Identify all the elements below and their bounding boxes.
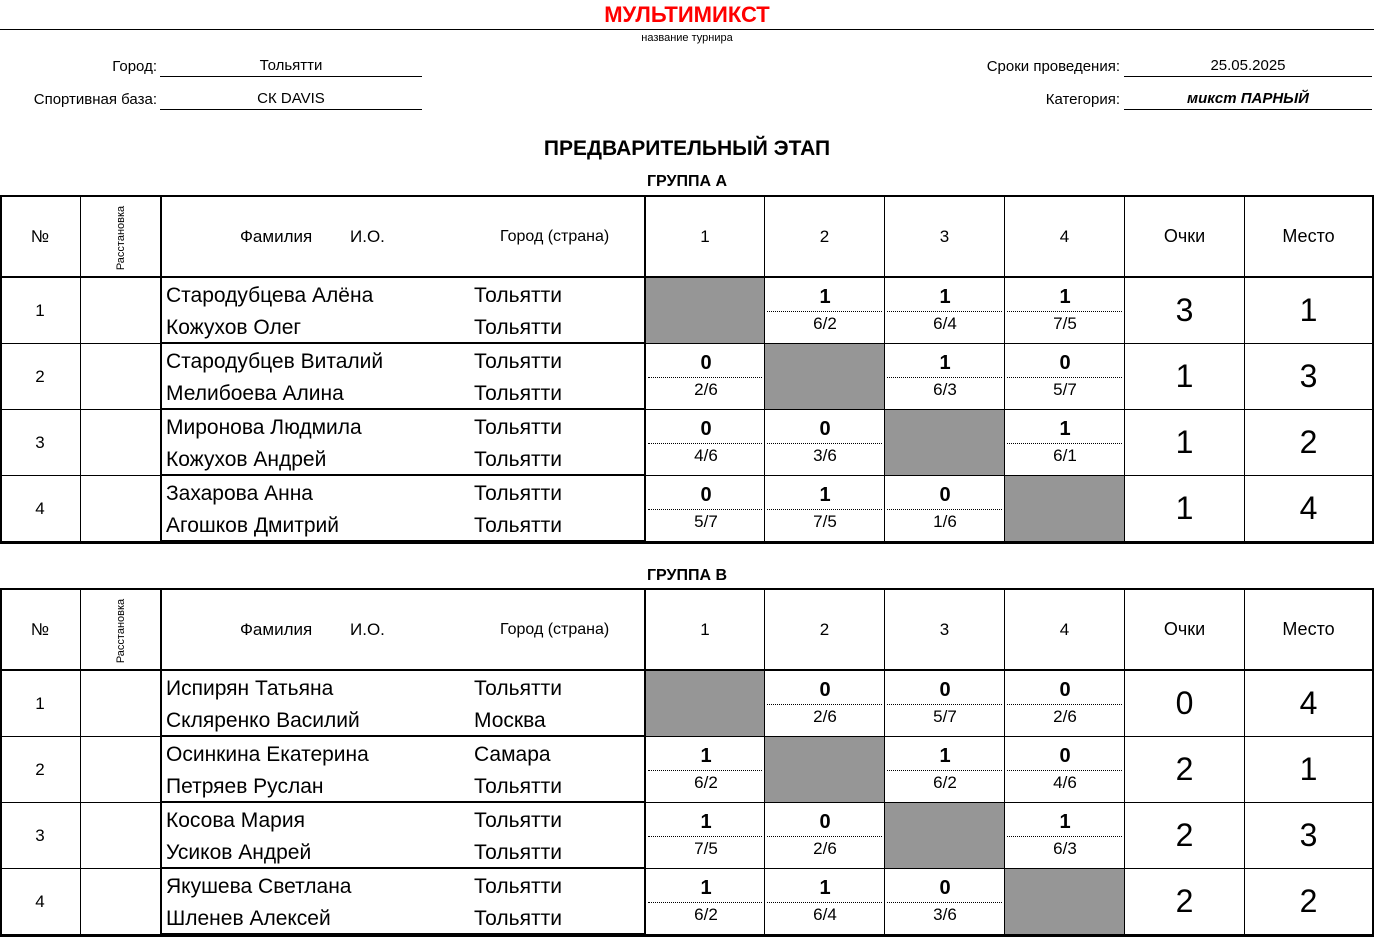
team-players (160, 476, 644, 542)
score-divider (767, 443, 882, 444)
header-city: Город (страна) (500, 620, 610, 638)
team-players (160, 410, 644, 476)
self-match-cell (644, 278, 764, 344)
player-2-name: Агошков Дмитрий (166, 514, 339, 537)
result-cell-1 (644, 410, 764, 476)
match-score: 7/5 (694, 839, 718, 858)
player-1-city: Тольятти (474, 809, 562, 832)
player-1-name: Захарова Анна (166, 482, 313, 505)
row-seed (80, 803, 160, 869)
team-points-value: 1 (1175, 358, 1194, 394)
score-divider (1007, 377, 1122, 378)
tournament-title: МУЛЬТИМИКСТ (604, 2, 770, 27)
score-divider (648, 377, 762, 378)
score-divider (648, 509, 762, 510)
team-players (160, 737, 644, 803)
group-title: ГРУППА В (646, 567, 728, 584)
row-number-value: 1 (35, 693, 45, 713)
score-divider (648, 902, 762, 903)
match-win-value: 1 (700, 811, 712, 833)
team-place-value: 3 (1299, 817, 1318, 853)
match-score: 4/6 (694, 446, 718, 465)
row-number (0, 671, 80, 737)
team-points-value: 1 (1175, 424, 1194, 460)
header-col-2: 2 (819, 226, 830, 246)
row-number-value: 2 (35, 759, 45, 779)
player-1-name: Осинкина Екатерина (166, 743, 369, 766)
result-cell-1 (644, 344, 764, 410)
header-c4 (1004, 588, 1124, 671)
header-surname: Фамилия (240, 619, 313, 639)
header-col-1: 1 (700, 619, 710, 639)
team-place-value: 2 (1299, 424, 1318, 460)
match-win-value: 0 (1059, 745, 1071, 767)
city-label: Город: (112, 58, 157, 75)
player-2-city: Тольятти (474, 316, 562, 339)
team-points-value: 2 (1175, 883, 1194, 919)
player-1-name: Косова Мария (166, 809, 305, 832)
score-divider (887, 902, 1002, 903)
row-number (0, 278, 80, 344)
score-divider (767, 704, 882, 705)
result-cell-1 (644, 476, 764, 542)
row-seed (80, 344, 160, 410)
self-match-cell (1004, 869, 1124, 935)
result-cell-3 (884, 476, 1004, 542)
title-divider (0, 29, 1374, 30)
base-value: СК DAVIS (160, 90, 422, 110)
result-cell-1 (644, 803, 764, 869)
player-1-name: Стародубцева Алёна (166, 284, 374, 307)
header-points (1124, 588, 1244, 671)
score-divider (1007, 443, 1122, 444)
player-1-city: Тольятти (474, 284, 562, 307)
team-points-value: 0 (1175, 685, 1194, 721)
result-cell-4 (1004, 737, 1124, 803)
row-number-value: 1 (35, 300, 45, 320)
row-seed (80, 476, 160, 542)
player-2-city: Тольятти (474, 514, 562, 537)
result-cell-4 (1004, 671, 1124, 737)
team-points-value: 2 (1175, 817, 1194, 853)
header-c1 (644, 588, 764, 671)
match-score: 6/2 (933, 773, 957, 792)
header-points (1124, 195, 1244, 278)
dates-label: Сроки проведения: (986, 58, 1120, 75)
result-cell-3 (884, 278, 1004, 344)
score-divider (767, 311, 882, 312)
row-seed (80, 737, 160, 803)
team-points (1124, 278, 1244, 344)
team-points (1124, 671, 1244, 737)
self-match-cell (764, 737, 884, 803)
team-place-value: 2 (1299, 883, 1318, 919)
header-c3 (884, 588, 1004, 671)
header-no (0, 195, 80, 278)
dates-value: 25.05.2025 (1124, 57, 1372, 77)
player-2-city: Тольятти (474, 775, 562, 798)
match-win-value: 0 (819, 679, 831, 701)
self-match-cell (884, 803, 1004, 869)
header-initials: И.О. (350, 226, 385, 246)
tournament-subtitle: название турнира (641, 32, 733, 44)
team-players (160, 869, 644, 935)
score-divider (648, 836, 762, 837)
match-win-value: 1 (939, 745, 951, 767)
header-c2 (764, 588, 884, 671)
team-place (1244, 869, 1372, 935)
result-cell-1 (644, 869, 764, 935)
player-1-city: Тольятти (474, 482, 562, 505)
row-seed (80, 410, 160, 476)
player-2-name: Мелибоева Алина (166, 382, 344, 405)
score-divider (648, 443, 762, 444)
result-cell-4 (1004, 344, 1124, 410)
header-seed (81, 590, 161, 672)
match-score: 7/5 (1053, 314, 1077, 333)
match-win-value: 0 (700, 418, 712, 440)
self-match-cell (884, 410, 1004, 476)
match-win-value: 0 (700, 484, 712, 506)
header-col-2: 2 (819, 619, 830, 639)
match-win-value: 0 (939, 679, 951, 701)
player-2-name: Кожухов Олег (166, 316, 302, 339)
player-1-city: Самара (474, 743, 551, 766)
match-win-value: 0 (1059, 679, 1071, 701)
row-number (0, 344, 80, 410)
match-win-value: 1 (700, 745, 712, 767)
header-no-label: № (30, 619, 50, 639)
result-cell-3 (884, 344, 1004, 410)
header-place: Место (1282, 619, 1335, 639)
player-1-name: Испирян Татьяна (166, 677, 334, 700)
self-match-cell (1004, 476, 1124, 542)
score-divider (1007, 704, 1122, 705)
score-divider (648, 770, 762, 771)
match-score: 6/2 (694, 773, 718, 792)
match-win-value: 1 (939, 286, 951, 308)
team-players (160, 671, 644, 737)
row-number (0, 869, 80, 935)
score-divider (767, 902, 882, 903)
match-score: 2/6 (1053, 707, 1077, 726)
match-score: 5/7 (1053, 380, 1077, 399)
team-points (1124, 803, 1244, 869)
result-cell-2 (764, 803, 884, 869)
row-number (0, 803, 80, 869)
city-value: Тольятти (160, 57, 422, 77)
header-player (160, 195, 644, 278)
match-win-value: 0 (939, 877, 951, 899)
match-win-value: 0 (819, 418, 831, 440)
base-label: Спортивная база: (33, 91, 157, 108)
header-no-label: № (30, 226, 50, 246)
player-2-name: Усиков Андрей (166, 841, 312, 864)
result-cell-3 (884, 869, 1004, 935)
match-win-value: 1 (819, 484, 831, 506)
team-players (160, 278, 644, 344)
team-place (1244, 737, 1372, 803)
team-place (1244, 671, 1372, 737)
match-win-value: 1 (1059, 286, 1071, 308)
match-score: 6/2 (813, 314, 837, 333)
header-no (0, 588, 80, 671)
self-match-cell (644, 671, 764, 737)
team-place (1244, 344, 1372, 410)
row-number-value: 2 (35, 366, 45, 386)
row-number-value: 4 (35, 891, 45, 911)
player-1-name: Миронова Людмила (166, 416, 362, 439)
row-number (0, 737, 80, 803)
match-score: 6/1 (1053, 446, 1077, 465)
header-surname: Фамилия (240, 226, 313, 246)
player-1-name: Якушева Светлана (166, 875, 352, 898)
header-seed-label: Расстановка (115, 205, 127, 271)
row-number-value: 4 (35, 498, 45, 518)
score-divider (887, 311, 1002, 312)
header-col-4: 4 (1059, 619, 1070, 639)
header-city: Город (страна) (500, 227, 610, 245)
header-points: Очки (1163, 619, 1206, 639)
header-c1 (644, 195, 764, 278)
player-2-city: Тольятти (474, 841, 562, 864)
header-points: Очки (1163, 226, 1206, 246)
team-players (160, 344, 644, 410)
score-divider (1007, 311, 1122, 312)
match-win-value: 0 (939, 484, 951, 506)
row-seed (80, 278, 160, 344)
result-cell-2 (764, 869, 884, 935)
header-seed (80, 588, 160, 671)
header-player (160, 588, 644, 671)
header-c2 (764, 195, 884, 278)
match-win-value: 1 (819, 877, 831, 899)
player-2-name: Петряев Руслан (166, 775, 324, 798)
team-points (1124, 737, 1244, 803)
score-divider (887, 377, 1002, 378)
team-points (1124, 476, 1244, 542)
team-place-value: 4 (1299, 490, 1318, 526)
match-score: 5/7 (694, 512, 718, 531)
match-score: 6/4 (813, 905, 837, 924)
header-c3 (884, 195, 1004, 278)
team-points-value: 1 (1175, 490, 1194, 526)
team-players (160, 803, 644, 869)
stage-title: ПРЕДВАРИТЕЛЬНЫЙ ЭТАП (543, 137, 831, 160)
match-score: 2/6 (694, 380, 718, 399)
header-seed-label: Расстановка (115, 598, 127, 664)
team-place-value: 4 (1299, 685, 1318, 721)
match-score: 7/5 (813, 512, 837, 531)
group-title: ГРУППА А (646, 173, 728, 190)
category-value: микст ПАРНЫЙ (1124, 90, 1372, 110)
player-2-city: Тольятти (474, 448, 562, 471)
player-2-city: Тольятти (474, 907, 562, 930)
self-match-cell (764, 344, 884, 410)
match-win-value: 0 (1059, 352, 1071, 374)
row-number-value: 3 (35, 432, 45, 452)
match-win-value: 1 (939, 352, 951, 374)
match-score: 2/6 (813, 707, 837, 726)
team-place (1244, 476, 1372, 542)
team-place-value: 1 (1299, 751, 1318, 787)
score-divider (1007, 770, 1122, 771)
header-place (1244, 588, 1372, 671)
match-score: 3/6 (813, 446, 837, 465)
result-cell-3 (884, 671, 1004, 737)
header-place (1244, 195, 1372, 278)
team-points-value: 2 (1175, 751, 1194, 787)
match-score: 6/4 (933, 314, 957, 333)
score-divider (767, 509, 882, 510)
match-score: 1/6 (933, 512, 957, 531)
match-score: 6/3 (1053, 839, 1077, 858)
player-2-city: Москва (474, 709, 546, 732)
player-1-city: Тольятти (474, 875, 562, 898)
score-divider (1007, 836, 1122, 837)
header-col-3: 3 (939, 619, 950, 639)
result-cell-2 (764, 410, 884, 476)
header-col-3: 3 (939, 226, 950, 246)
score-divider (887, 509, 1002, 510)
result-cell-2 (764, 671, 884, 737)
team-points (1124, 410, 1244, 476)
result-cell-2 (764, 278, 884, 344)
team-place (1244, 410, 1372, 476)
player-2-name: Скляренко Василий (166, 709, 360, 732)
player-2-name: Кожухов Андрей (166, 448, 327, 471)
header-seed (80, 195, 160, 278)
player-2-name: Шленев Алексей (166, 907, 331, 930)
score-divider (887, 770, 1002, 771)
match-win-value: 1 (819, 286, 831, 308)
team-place (1244, 278, 1372, 344)
header-initials: И.О. (350, 619, 385, 639)
header-col-4: 4 (1059, 226, 1070, 246)
player-1-city: Тольятти (474, 677, 562, 700)
row-seed (80, 671, 160, 737)
row-seed (80, 869, 160, 935)
match-score: 3/6 (933, 905, 957, 924)
result-cell-2 (764, 476, 884, 542)
result-cell-4 (1004, 278, 1124, 344)
player-1-city: Тольятти (474, 350, 562, 373)
team-place-value: 3 (1299, 358, 1318, 394)
row-number (0, 476, 80, 542)
team-place-value: 1 (1299, 292, 1318, 328)
team-place (1244, 803, 1372, 869)
score-divider (887, 704, 1002, 705)
team-points (1124, 344, 1244, 410)
match-score: 6/2 (694, 905, 718, 924)
result-cell-4 (1004, 803, 1124, 869)
header-seed (81, 197, 161, 279)
result-cell-1 (644, 737, 764, 803)
result-cell-4 (1004, 410, 1124, 476)
header-place: Место (1282, 226, 1335, 246)
result-cell-3 (884, 737, 1004, 803)
match-score: 2/6 (813, 839, 837, 858)
match-win-value: 0 (700, 352, 712, 374)
header-c4 (1004, 195, 1124, 278)
row-number-value: 3 (35, 825, 45, 845)
header-col-1: 1 (700, 226, 710, 246)
match-win-value: 1 (700, 877, 712, 899)
match-win-value: 0 (819, 811, 831, 833)
match-score: 6/3 (933, 380, 957, 399)
match-score: 5/7 (933, 707, 957, 726)
match-win-value: 1 (1059, 418, 1071, 440)
player-2-city: Тольятти (474, 382, 562, 405)
player-1-city: Тольятти (474, 416, 562, 439)
match-win-value: 1 (1059, 811, 1071, 833)
row-number (0, 410, 80, 476)
match-score: 4/6 (1053, 773, 1077, 792)
score-divider (767, 836, 882, 837)
category-label: Категория: (1045, 91, 1120, 108)
team-points (1124, 869, 1244, 935)
player-1-name: Стародубцев Виталий (166, 350, 384, 373)
team-points-value: 3 (1175, 292, 1194, 328)
